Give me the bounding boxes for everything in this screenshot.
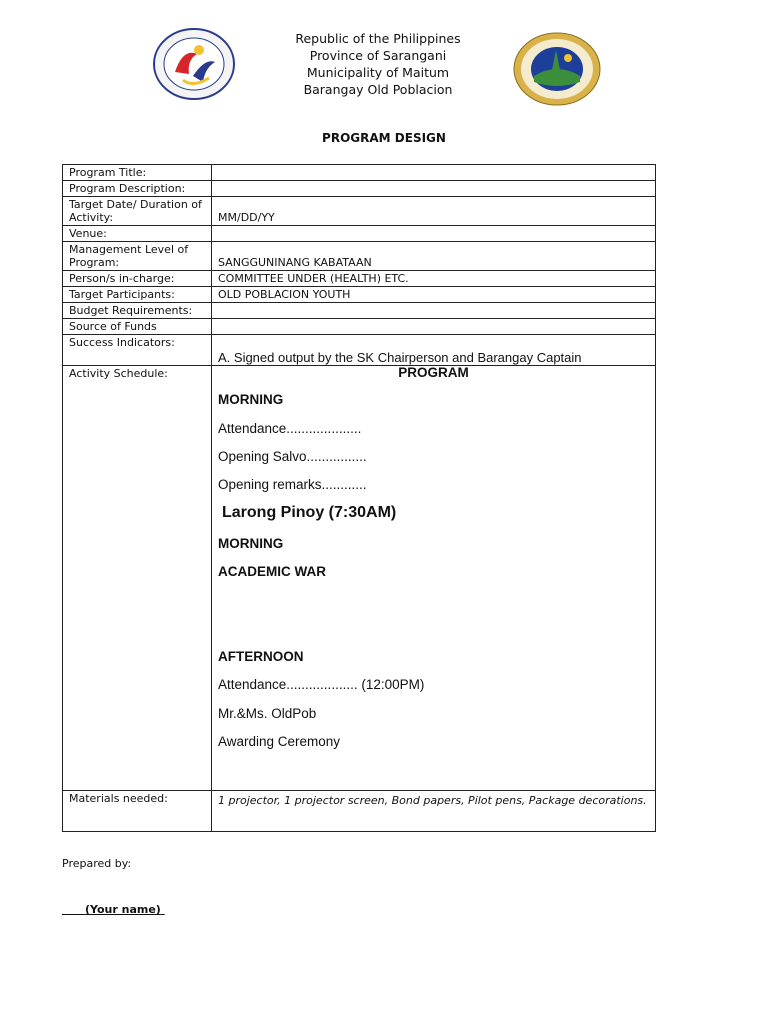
success-indicators-value: A. Signed output by the SK Chairperson and Barangay Captain — [212, 335, 656, 366]
program-description-value — [212, 181, 656, 197]
target-participants-label: Target Participants: — [63, 287, 212, 303]
row-program-description — [63, 181, 656, 197]
row-management-level — [63, 242, 656, 271]
program-design-form — [62, 164, 656, 832]
morning-heading-2: MORNING — [218, 536, 284, 551]
your-name-signature-line — [62, 903, 165, 916]
program-title-value — [212, 165, 656, 181]
schedule-opening-salvo: Opening Salvo................ — [218, 449, 367, 464]
budget-requirements-label: Budget Requirements: — [63, 303, 212, 319]
target-date-value: MM/DD/YY — [212, 197, 656, 226]
persons-in-charge-label: Person/s in-charge: — [63, 271, 212, 287]
schedule-academic-war: ACADEMIC WAR — [218, 564, 326, 579]
materials-needed-value: 1 projector, 1 projector screen, Bond papers, Pilot pens, Package decorations. — [212, 791, 656, 832]
document-title: PROGRAM DESIGN — [322, 131, 446, 145]
program-heading: PROGRAM — [398, 365, 469, 380]
header-line-barangay: Barangay Old Poblacion — [303, 82, 453, 97]
schedule-opening-remarks: Opening remarks............ — [218, 477, 367, 492]
management-level-value: SANGGUNINANG KABATAAN — [212, 242, 656, 271]
row-target-participants — [63, 287, 656, 303]
row-venue — [63, 226, 656, 242]
budget-requirements-value — [212, 303, 656, 319]
materials-needed-label: Materials needed: — [63, 791, 212, 832]
row-target-date — [63, 197, 656, 226]
header-line-country: Republic of the Philippines — [295, 31, 461, 46]
source-of-funds-label: Source of Funds — [63, 319, 212, 335]
barangay-seal-logo — [512, 32, 602, 106]
schedule-attendance-1: Attendance.................... — [218, 421, 362, 436]
schedule-mr-ms-oldpob: Mr.&Ms. OldPob — [218, 706, 317, 721]
prepared-by-label: Prepared by: — [62, 857, 132, 870]
schedule-awarding-ceremony: Awarding Ceremony — [218, 734, 341, 749]
target-date-label: Target Date/ Duration of Activity: — [63, 197, 212, 226]
target-participants-value: OLD POBLACION YOUTH — [212, 287, 656, 303]
row-source-of-funds — [63, 319, 656, 335]
program-title-label: Program Title: — [63, 165, 212, 181]
program-description-label: Program Description: — [63, 181, 212, 197]
activity-schedule-label: Activity Schedule: — [63, 366, 212, 791]
activity-schedule-content — [212, 366, 656, 791]
row-materials-needed — [63, 791, 656, 832]
row-budget-requirements — [63, 303, 656, 319]
persons-in-charge-value: COMMITTEE UNDER (HEALTH) ETC. — [212, 271, 656, 287]
venue-label: Venue: — [63, 226, 212, 242]
letterhead — [250, 30, 506, 98]
success-indicators-label: Success Indicators: — [63, 335, 212, 366]
source-of-funds-value — [212, 319, 656, 335]
row-success-indicators — [63, 335, 656, 366]
management-level-label: Management Level of Program: — [63, 242, 212, 271]
header-line-municipality: Municipality of Maitum — [306, 65, 450, 80]
afternoon-heading: AFTERNOON — [218, 649, 304, 664]
your-name-text: (Your name) — [84, 903, 161, 916]
venue-value — [212, 226, 656, 242]
row-program-title — [63, 165, 656, 181]
row-activity-schedule — [63, 366, 656, 791]
schedule-attendance-2: Attendance................... (12:00PM) — [218, 677, 425, 692]
row-persons-in-charge — [63, 271, 656, 287]
schedule-larong-pinoy: Larong Pinoy (7:30AM) — [222, 504, 397, 521]
sangguniang-kabataan-seal-logo — [153, 28, 235, 100]
morning-heading-1: MORNING — [218, 392, 284, 407]
header-line-province: Province of Sarangani — [309, 48, 447, 63]
